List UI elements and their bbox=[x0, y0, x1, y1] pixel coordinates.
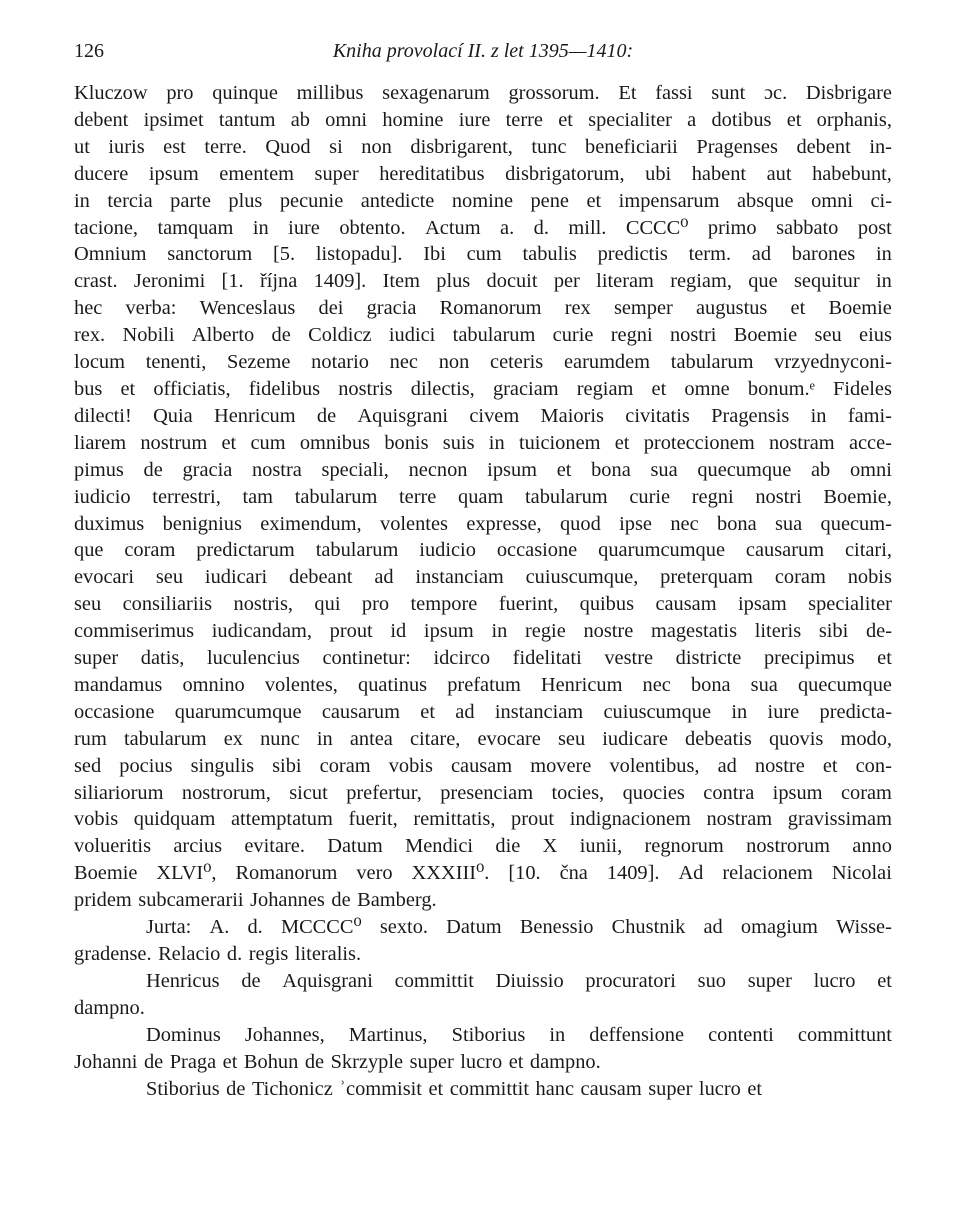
text-line: mandamus omnino volentes, quatinus prefatum Henricum nec bona sua quecumque bbox=[74, 673, 892, 696]
running-title: Kniha provolací II. z let 1395—1410: bbox=[332, 40, 634, 62]
paragraph bbox=[74, 1022, 892, 1076]
text-line: debent ipsimet tantum ab omni homine iure terre et specialiter a dotibus et orphanis, bbox=[74, 108, 892, 131]
paragraph bbox=[74, 914, 892, 968]
text-line: Henricus de Aquisgrani committit Diuissio procuratori suo super lucro et bbox=[146, 969, 892, 992]
text-line: Kluczow pro quinque millibus sexagenarum grossorum. Et fassi sunt ɔc. Disbrigare bbox=[74, 82, 892, 104]
text-line: evocari seu iudicari debeant ad instanciam cuiuscumque, preterquam coram nobis bbox=[74, 566, 892, 589]
text-line: rum tabularum ex nunc in antea citare, evocare seu iudicare debeatis quovis modo, bbox=[74, 727, 892, 750]
text-line: Johanni de Praga et Bohun de Skrzyple super lucro et dampno. bbox=[74, 1050, 601, 1073]
text-line: hec verba: Wenceslaus dei gracia Romanorum rex semper augustus et Boemie bbox=[74, 297, 892, 320]
text-line: bus et officiatis, fidelibus nostris dilectis, graciam regiam et omne bonum.ᵉ Fideles bbox=[74, 377, 892, 400]
text-line: Jurta: A. d. MCCCC⁰ sexto. Datum Benessio Chustnik ad omagium Wisse- bbox=[146, 916, 892, 939]
text-line: Boemie XLVI⁰, Romanorum vero XXXIII⁰. [10. čna 1409]. Ad relacionem Nicolai bbox=[74, 862, 892, 885]
text-line: commiserimus iudicandam, prout id ipsum in regie nostre magestatis literis sibi de- bbox=[74, 620, 892, 643]
text-line: pridem subcamerarii Johannes de Bamberg. bbox=[74, 889, 437, 912]
text-line: occasione quarumcumque causarum et ad instanciam cuiuscumque in iure predicta- bbox=[74, 700, 892, 723]
paragraph bbox=[74, 968, 892, 1022]
text-line: dilecti! Quia Henricum de Aquisgrani civem Maioris civitatis Pragensis in fami- bbox=[74, 404, 892, 427]
text-line: pimus de gracia nostra speciali, necnon ipsum et bona sua quecumque ab omni bbox=[74, 458, 892, 481]
document-page bbox=[74, 40, 892, 1102]
text-line: dampno. bbox=[74, 996, 145, 1019]
text-line: que coram predictarum tabularum iudicio occasione quarumcumque causarum citari, bbox=[74, 539, 892, 562]
text-line: iudicio terrestri, tam tabularum terre quam tabularum curie regni nostri Boemie, bbox=[74, 485, 892, 508]
text-line: liarem nostrum et cum omnibus bonis suis in tuicionem et proteccionem nostram acce- bbox=[74, 431, 892, 454]
text-line: super datis, luculencius continetur: idcirco fidelitati vestre districte precipimus et bbox=[74, 647, 892, 670]
text-line: locum tenenti, Sezeme notario nec non ceteris earumdem tabularum vrzyednyconi- bbox=[74, 351, 892, 374]
page-number: 126 bbox=[74, 40, 104, 62]
text-line: rex. Nobili Alberto de Coldicz iudici tabularum curie regni nostri Boemie seu eius bbox=[74, 324, 892, 347]
text-line: in tercia parte plus pecunie antedicte nomine pene et impensarum absque omni ci- bbox=[74, 189, 892, 212]
body-text bbox=[74, 80, 892, 1102]
text-line: ut iuris est terre. Quod si non disbrigarent, tunc beneficiarii Pragenses debent in- bbox=[74, 135, 892, 158]
text-line: Dominus Johannes, Martinus, Stiborius in deffensione contenti committunt bbox=[146, 1023, 892, 1046]
text-line: ducere ipsum ementem super hereditatibus disbrigatorum, ubi habent aut habebunt, bbox=[74, 162, 892, 185]
text-line: Omnium sanctorum [5. listopadu]. Ibi cum tabulis predictis term. ad barones in bbox=[74, 243, 892, 266]
text-line: seu consiliariis nostris, qui pro tempore fuerint, quibus causam ipsam specialiter bbox=[74, 593, 892, 616]
text-line: crast. Jeronimi [1. října 1409]. Item plus docuit per literam regiam, que sequitur in bbox=[74, 270, 892, 293]
text-line: vobis quidquam attemptatum fuerit, remittatis, prout indignacionem nostram gravissimam bbox=[74, 808, 892, 831]
paragraph bbox=[74, 1076, 892, 1103]
text-line: sed pocius singulis sibi coram vobis causam movere volentibus, ad nostre et con- bbox=[74, 754, 892, 777]
text-line: volueritis arcius evitare. Datum Mendici die X iunii, regnorum nostrorum anno bbox=[74, 835, 892, 858]
text-line: siliariorum nostrorum, sicut prefertur, presenciam tocies, quocies contra ipsum coram bbox=[74, 781, 892, 804]
page-header bbox=[74, 40, 892, 80]
paragraph bbox=[74, 80, 892, 914]
text-line: duximus benignius eximendum, volentes expresse, quod ipse nec bona sua quecum- bbox=[74, 512, 892, 535]
text-line: Stiborius de Tichonicz ʾcommisit et committit hanc causam super lucro et bbox=[146, 1077, 763, 1100]
text-line: tacione, tamquam in iure obtento. Actum a. d. mill. CCCC⁰ primo sabbato post bbox=[74, 216, 892, 239]
text-line: gradense. Relacio d. regis literalis. bbox=[74, 943, 362, 965]
